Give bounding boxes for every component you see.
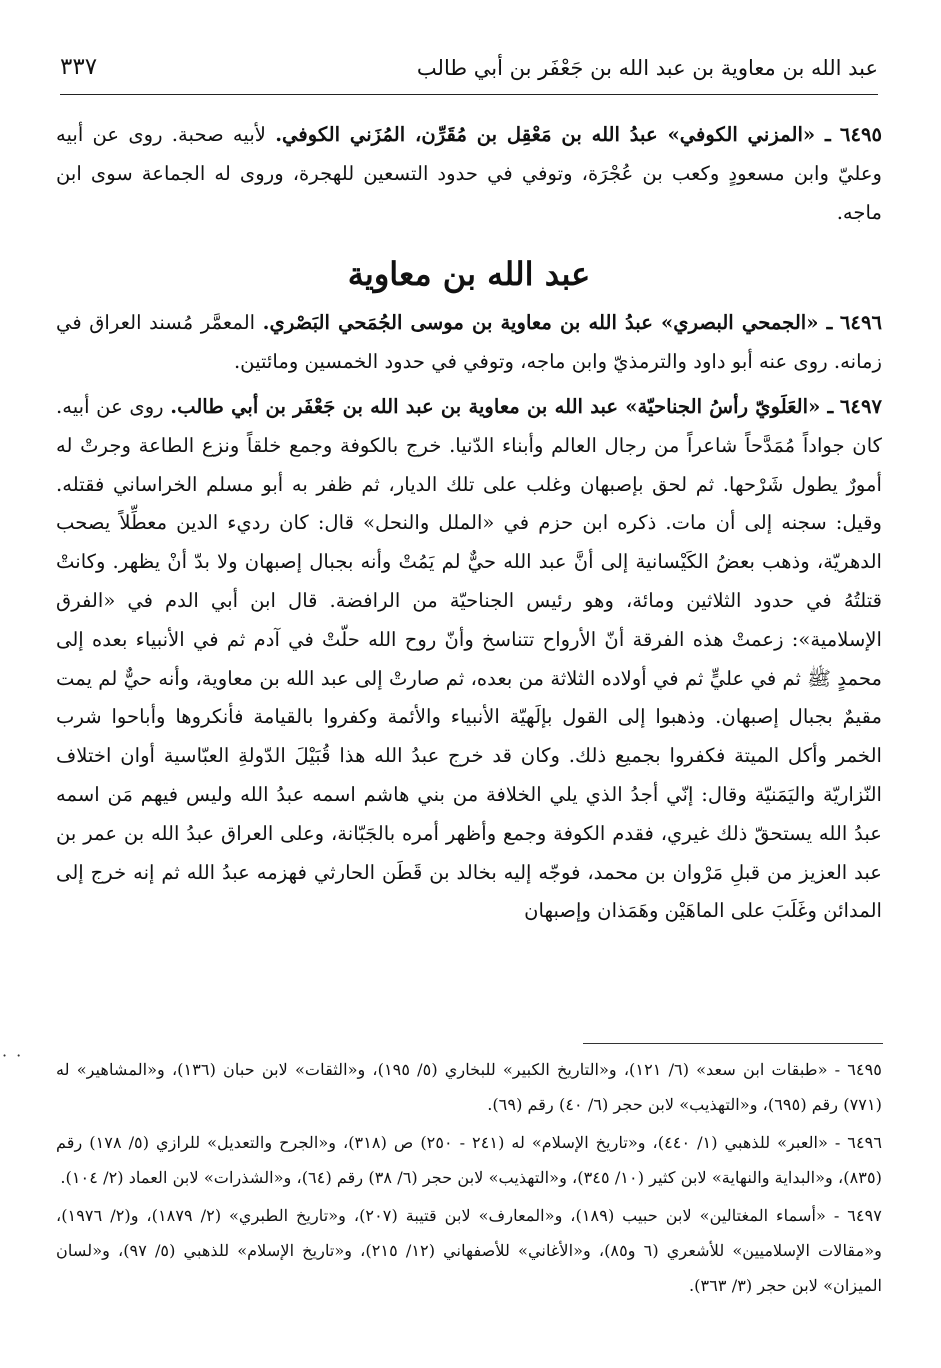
footnote-number: ٦٤٩٥ - bbox=[834, 1060, 882, 1079]
footnote bbox=[56, 1199, 882, 1303]
entry-body: روى عن أبيه. كان جواداً مُمَدَّحاً شاعراً من رجال العالم وأبناء الدّنيا. خرج بالكوفة وجمع خلقاً ونزع الطاعة وجرتْ له أمورٌ يطول شَرْحها. ثم لحق بإصبهان وغلب على تلك الديار، ثم ظفر به أبو مسلم الخراساني فقتله. وقيل: سجنه إلى أن مات. ذكره ابن حزم في «الملل والنحل» قال: كان رديء الدين معطِّلاً يصحب الدهريّة، وذهب بعضُ الكَيْسانية إلى أنَّ عبد الله حيٌّ لم يَمُتْ وأنه بجبال إصبهان ولا بدّ أنْ يظهر. وكانتْ قتلتُهُ في حدود الثلاثين ومائة، وهو رئيس الجناحيّة من الرافضة. قال ابن أبي الدم في «الفرق الإسلامية»: زعمتْ هذه الفرقة أنّ الأرواح تتناسخ وأنّ روح الله حلّتْ في آدم ثم في الأنبياء بعده إلى محمدٍ ﷺ ثم في عليٍّ ثم في أولاده الثلاثة من بعده، ثم صارتْ إلى عبد الله بن معاوية، وأنه حيٌّ لم يمت مقيمٌ بجبال إصبهان. وذهبوا إلى القول بإلَهيّة الأنبياء والأئمة وكفروا بالقيامة فأنكروها وأباحوا شرب الخمر وأكل الميتة فكفروا بجميع ذلك. وكان قد خرج عبدُ الله هذا قُبَيْلَ الدّولةِ العبّاسية أوان اختلاف النّزاريّة واليَمَنيّة وقال: إنّي أجدُ الذي يلي الخلافة من بني هاشم اسمه عبدُ الله وليس فيهم مَن اسمه عبدُ الله يستحقّ ذلك غيري، فقدم الكوفة وجمع وأظهر أمره بالجَبّانة، وعلى العراق عبدُ الله بن عمر بن عبد العزيز من قبلِ مَرْوان بن محمد، فوجّه إليه بخالد بن قَطَن الحارثي فهزمه عبدُ الله ثم إنه خرج إلى المدائن وغَلَبَ على الماهَيْن وهَمَذان وإصبهان bbox=[56, 394, 882, 923]
footnotes bbox=[56, 1053, 882, 1307]
entry-number: ٦٤٩٥ bbox=[839, 123, 883, 146]
entry-title: «الجمحي البصري» عبدُ الله بن معاوية بن موسى الجُمَحي البَصْري. bbox=[262, 311, 819, 335]
running-head: عبد الله بن معاوية بن عبد الله بن جَعْفَر بن أبي طالب bbox=[416, 56, 878, 80]
footnote-text: «العبر» للذهبي (١/ ٤٤٠)، و«تاريخ الإسلام» له (٢٤١ - ٢٥٠) ص (٣١٨)، و«الجرح والتعديل» للرازي (٥/ ١٧٨) رقم (٨٣٥)، و«البداية والنهاية» لابن كثير (١٠/ ٣٤٥)، و«التهذيب» لابن حجر (٦/ ٣٨) رقم (٦٤)، و«الشذرات» لابن العماد (٢/ ١٠٤). bbox=[56, 1133, 882, 1187]
footnote bbox=[56, 1126, 882, 1195]
biography-entry: ٦٤٩٧ ـ «العَلَويّ رأسُ الجناحيّة» عبد الله بن معاوية بن عبد الله بن جَعْفَر بن أبي طالب. روى عن أبيه. كان جواداً مُمَدَّحاً شاعراً من رجال العالم وأبناء الدّنيا. خرج بالكوفة وجمع خلقاً ونزع الطاعة وجرتْ له أمورٌ يطول شَرْحها. ثم لحق بإصبهان وغلب على تلك الديار، ثم ظفر به أبو مسلم الخراساني فقتله. وقيل: سجنه إلى أن مات. ذكره ابن حزم في «الملل والنحل» قال: كان رديء الدين معطِّلاً يصحب الدهريّة، وذهب بعضُ الكَيْسانية إلى أنَّ عبد الله حيٌّ لم يَمُتْ وأنه بجبال إصبهان ولا بدّ أنْ يظهر. وكانتْ قتلتُهُ في حدود الثلاثين ومائة، وهو رئيس الجناحيّة من الرافضة. قال ابن أبي الدم في «الفرق الإسلامية»: زعمتْ هذه الفرقة أنّ الأرواح تتناسخ وأنّ روح الله حلّتْ في آدم ثم في الأنبياء بعده إلى محمدٍ ﷺ ثم في عليٍّ ثم في أولاده الثلاثة من بعده، ثم صارتْ إلى عبد الله بن معاوية، وأنه حيٌّ لم يمت مقيمٌ بجبال إصبهان. وذهبوا إلى القول بإلَهيّة الأنبياء والأئمة وكفروا بالقيامة فأنكروها وأباحوا شرب الخمر وأكل الميتة فكفروا بجميع ذلك. وكان قد خرج عبدُ الله هذا قُبَيْلَ الدّولةِ العبّاسية أوان اختلاف النّزاريّة واليَمَنيّة وقال: إنّي أجدُ الذي يلي الخلافة من بني هاشم اسمه عبدُ الله وليس فيهم مَن اسمه عبدُ الله يستحقّ ذلك غيري، فقدم الكوفة وجمع وأظهر أمره بالجَبّانة، وعلى العراق عبدُ الله بن عمر بن عبد العزيز من قبلِ مَرْوان بن محمد، فوجّه إليه بخالد بن قَطَن الحارثي فهزمه عبدُ الله ثم إنه خرج إلى المدائن وغَلَبَ على الماهَيْن وهَمَذان وإصبهان bbox=[56, 394, 883, 923]
biography-entry: ٦٤٩٥ ـ «المزني الكوفي» عبدُ الله بن مَعْقِل بن مُقَرِّن، المُزَني الكوفي. لأبيه صحبة. روى عن أبيه وعليّ وابن مسعودٍ وكعب بن عُجْرَة، وتوفي في حدود التسعين للهجرة، وروى له الجماعة سوى ابن ماجه. bbox=[56, 123, 883, 224]
footnote-text: «طبقات ابن سعد» (٦/ ١٢١)، و«التاريخ الكبير» للبخاري (٥/ ١٩٥)، و«الثقات» لابن حبان (١٣٦)، و«المشاهير» له (٧٧١) رقم (٦٩٥)، و«التهذيب» لابن حجر (٦/ ٤٠) رقم (٦٩). bbox=[56, 1060, 882, 1114]
entry-body: المعمَّر مُسند العراق في زمانه. روى عنه أبو داود والترمذيّ وابن ماجه، وتوفي في حدود الخمسين ومائتين. bbox=[56, 311, 882, 374]
page-header bbox=[60, 52, 878, 95]
entry-number: ٦٤٩٧ bbox=[839, 394, 883, 418]
page-number: ٣٣٧ bbox=[60, 54, 98, 80]
footnote-number: ٦٤٩٧ - bbox=[833, 1206, 882, 1226]
entry-title: «المزني الكوفي» عبدُ الله بن مَعْقِل بن مُقَرِّن، المُزَني الكوفي. bbox=[275, 123, 816, 146]
main-text bbox=[56, 116, 882, 937]
biography-entry: ٦٤٩٦ ـ «الجمحي البصري» عبدُ الله بن معاوية بن موسى الجُمَحي البَصْري. المعمَّر مُسند العراق في زمانه. روى عنه أبو داود والترمذيّ وابن ماجه، وتوفي في حدود الخمسين ومائتين. bbox=[56, 311, 882, 374]
footnote bbox=[56, 1053, 882, 1122]
footnote-number: ٦٤٩٦ - bbox=[834, 1133, 883, 1153]
entry-title: «العَلَويّ رأسُ الجناحيّة» عبد الله بن معاوية بن عبد الله بن جَعْفَر بن أبي طالب. bbox=[170, 394, 821, 418]
footnote-text: «أسماء المغتالين» لابن حبيب (١٨٩)، و«المعارف» لابن قتيبة (٢٠٧)، و«تاريخ الطبري» (٢/ ١٨٧٩)، و(٢/ ١٩٧٦)، و«مقالات الإسلاميين» للأشعري (٦ و٨٥)، و«الأغاني» للأصفهاني (١٢/ ٢١٥)، و«تاريخ الإسلام» للذهبي (٥/ ٩٧)، و«لسان الميزان» لابن حجر (٣/ ٣٦٣). bbox=[56, 1206, 882, 1295]
entry-body: لأبيه صحبة. روى عن أبيه وعليّ وابن مسعودٍ وكعب بن عُجْرَة، وتوفي في حدود التسعين للهجرة، وروى له الجماعة سوى ابن ماجه. bbox=[56, 123, 882, 224]
section-heading: عبد الله بن معاوية bbox=[347, 255, 591, 294]
margin-marks: · · bbox=[2, 1046, 24, 1065]
entry-number: ٦٤٩٦ bbox=[839, 311, 882, 335]
footnote-separator bbox=[583, 1043, 883, 1044]
